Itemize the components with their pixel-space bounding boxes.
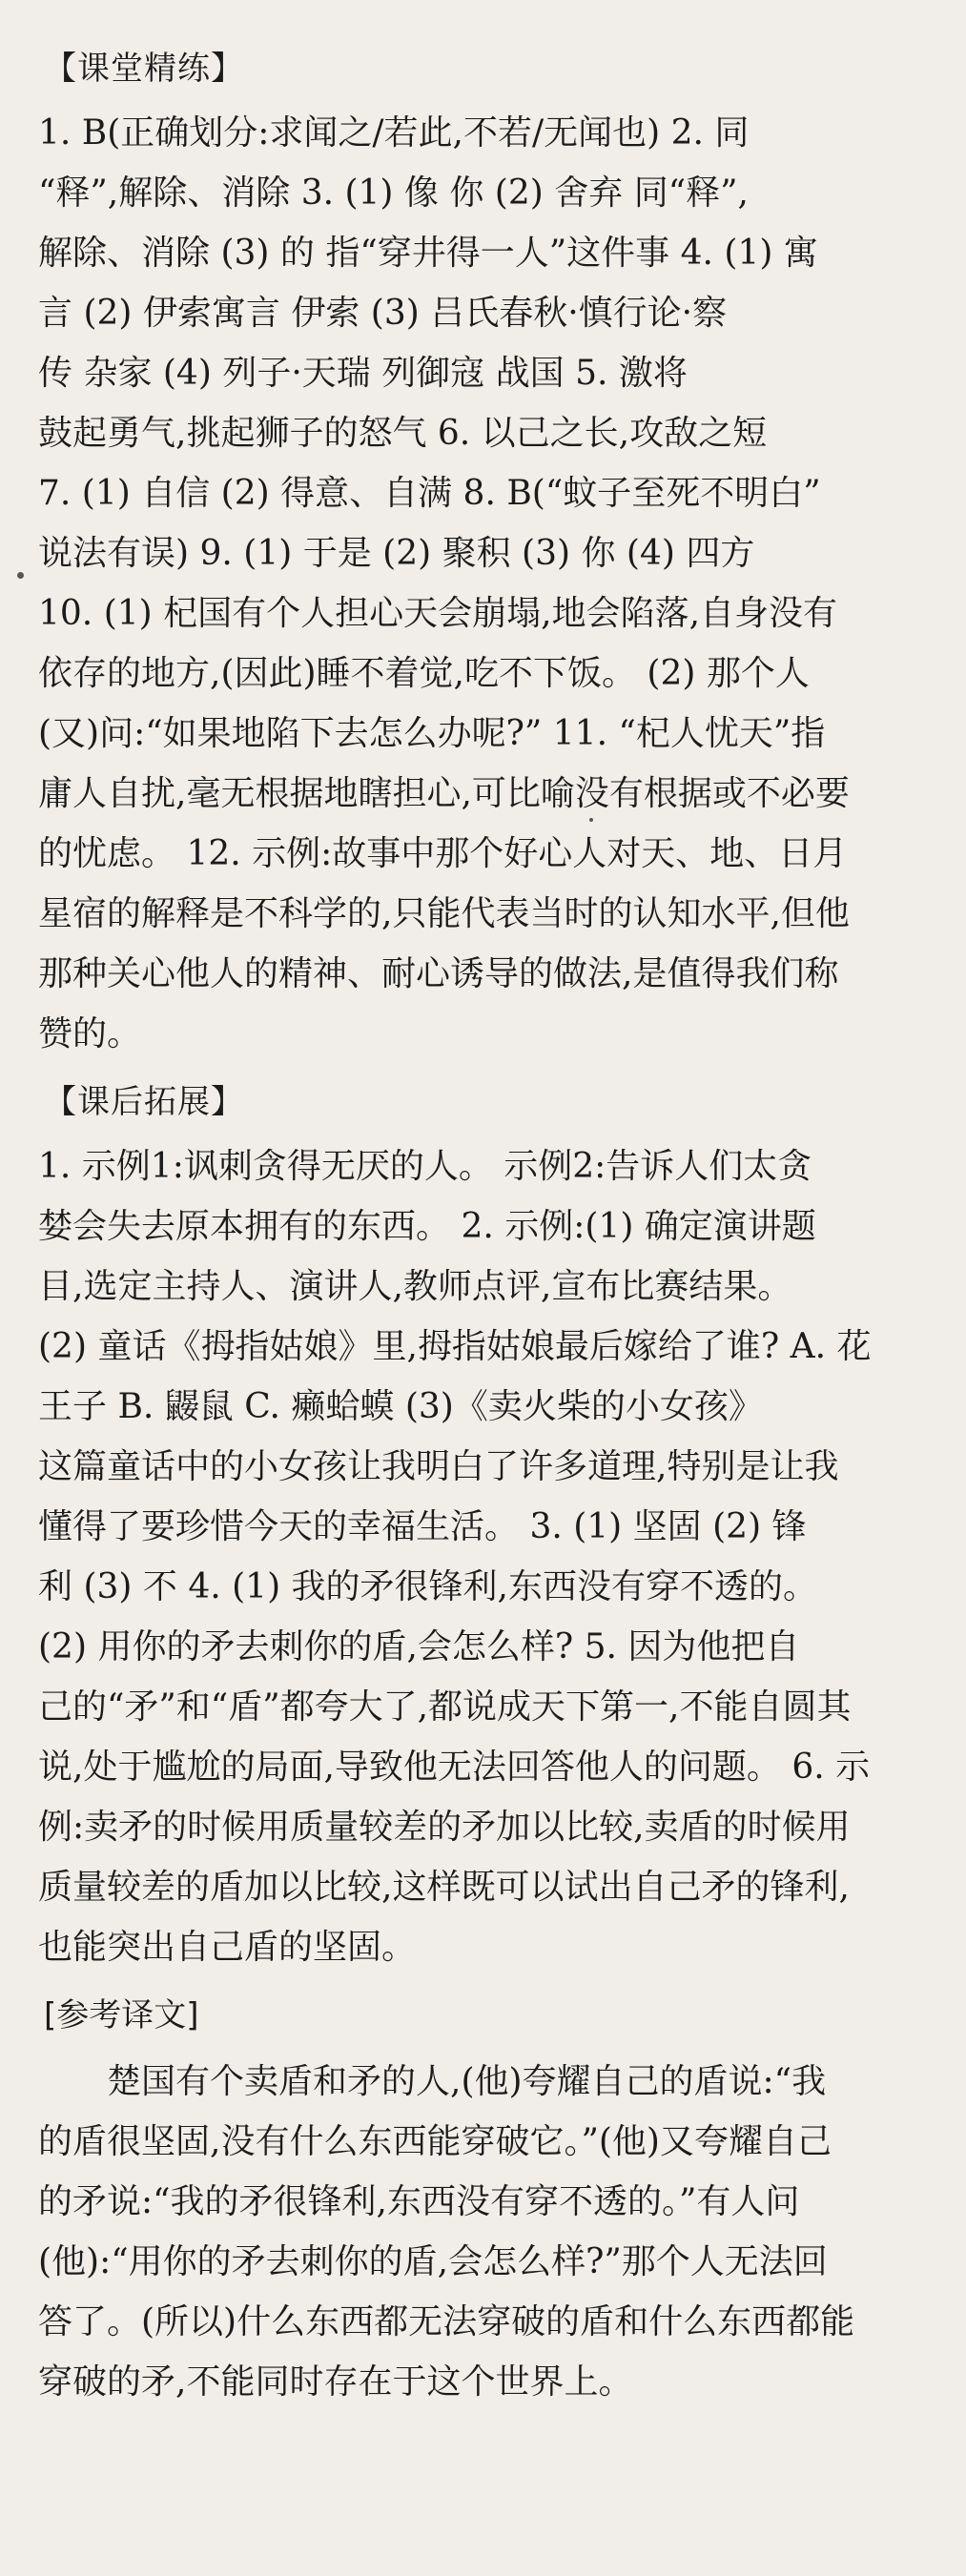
translation-line: 楚国有个卖盾和矛的人,(他)夸耀自己的盾说:“我 <box>107 2062 827 2101</box>
section-practice <box>38 42 939 1064</box>
section-extension <box>38 1075 939 1977</box>
section-title-translation: [参考译文] <box>44 1996 199 2034</box>
practice-line: 解除、消除 (3) 的 指“穿井得一人”这件事 4. (1) 寓 <box>38 234 818 273</box>
extension-line: (2) 童话《拇指姑娘》里,拇指姑娘最后嫁给了谁? A. 花 <box>38 1327 872 1366</box>
section-title-extension: 【课后拓展】 <box>44 1083 244 1121</box>
section-title-practice: 【课堂精练】 <box>44 50 244 88</box>
practice-line: 言 (2) 伊索寓言 伊索 (3) 吕氏春秋·慎行论·察 <box>38 294 728 333</box>
translation-line: (他):“用你的矛去刺你的盾,会怎么样?”那个人无法回 <box>38 2242 828 2281</box>
practice-line: 10. (1) 杞国有个人担心天会崩塌,地会陷落,自身没有 <box>38 594 838 633</box>
extension-line: 例:卖矛的时候用质量较差的矛加以比较,卖盾的时候用 <box>38 1808 851 1847</box>
translation-line: 的盾很坚固,没有什么东西能穿破它。”(他)又夸耀自己 <box>38 2122 832 2161</box>
translation-line: 答了。(所以)什么东西都无法穿破的盾和什么东西都能 <box>38 2302 855 2341</box>
translation-line: 穿破的矛,不能同时存在于这个世界上。 <box>38 2362 633 2402</box>
practice-line: 星宿的解释是不科学的,只能代表当时的认知水平,但他 <box>38 894 850 933</box>
practice-line: 赞的。 <box>38 1014 142 1053</box>
practice-line: 7. (1) 自信 (2) 得意、自满 8. B(“蚊子至死不明白” <box>38 474 821 513</box>
extension-line: 也能突出自己盾的坚固。 <box>38 1928 417 1967</box>
practice-line: “释”,解除、消除 3. (1) 像 你 (2) 舍弃 同“释”, <box>38 174 749 213</box>
extension-line: 己的“矛”和“盾”都夸大了,都说成天下第一,不能自圆其 <box>38 1687 852 1727</box>
extension-line: 1. 示例1:讽刺贪得无厌的人。 示例2:告诉人们太贪 <box>38 1147 812 1186</box>
practice-line: 依存的地方,(因此)睡不着觉,吃不下饭。 (2) 那个人 <box>38 654 810 693</box>
extension-line: 目,选定主持人、演讲人,教师点评,宣布比赛结果。 <box>38 1267 792 1306</box>
extension-line: 说,处于尴尬的局面,导致他无法回答他人的问题。 6. 示 <box>38 1748 871 1787</box>
extension-line: (2) 用你的矛去刺你的盾,会怎么样? 5. 因为他把自 <box>38 1627 800 1666</box>
scan-speck <box>589 818 593 822</box>
extension-line: 婪会失去原本拥有的东西。 2. 示例:(1) 确定演讲题 <box>38 1207 816 1246</box>
extension-line: 质量较差的盾加以比较,这样既可以试出自己矛的锋利, <box>38 1868 850 1907</box>
practice-line: (又)问:“如果地陷下去怎么办呢?” 11. “杞人忧天”指 <box>38 714 826 753</box>
extension-line: 懂得了要珍惜今天的幸福生活。 3. (1) 坚固 (2) 锋 <box>38 1507 807 1546</box>
scan-speck <box>17 572 24 579</box>
practice-line: 传 杂家 (4) 列子·天瑞 列御寇 战国 5. 激将 <box>38 354 688 393</box>
translation-line: 的矛说:“我的矛很锋利,东西没有穿不透的。”有人问 <box>38 2182 800 2221</box>
extension-line: 这篇童话中的小女孩让我明白了许多道理,特别是让我 <box>38 1447 839 1486</box>
practice-line: 说法有误) 9. (1) 于是 (2) 聚积 (3) 你 (4) 四方 <box>38 534 755 573</box>
practice-line: 鼓起勇气,挑起狮子的怒气 6. 以己之长,攻敌之短 <box>38 414 768 453</box>
practice-line: 1. B(正确划分:求闻之/若此,不若/无闻也) 2. 同 <box>38 113 750 153</box>
practice-line: 那种关心他人的精神、耐心诱导的做法,是值得我们称 <box>38 954 839 993</box>
practice-line: 的忧虑。 12. 示例:故事中那个好心人对天、地、日月 <box>38 834 848 873</box>
extension-line: 王子 B. 鼹鼠 C. 癞蛤蟆 (3)《卖火柴的小女孩》 <box>38 1387 763 1426</box>
practice-line: 庸人自扰,毫无根据地瞎担心,可比喻没有根据或不必要 <box>38 774 850 813</box>
extension-line: 利 (3) 不 4. (1) 我的矛很锋利,东西没有穿不透的。 <box>38 1567 817 1606</box>
section-translation <box>38 1989 939 2412</box>
